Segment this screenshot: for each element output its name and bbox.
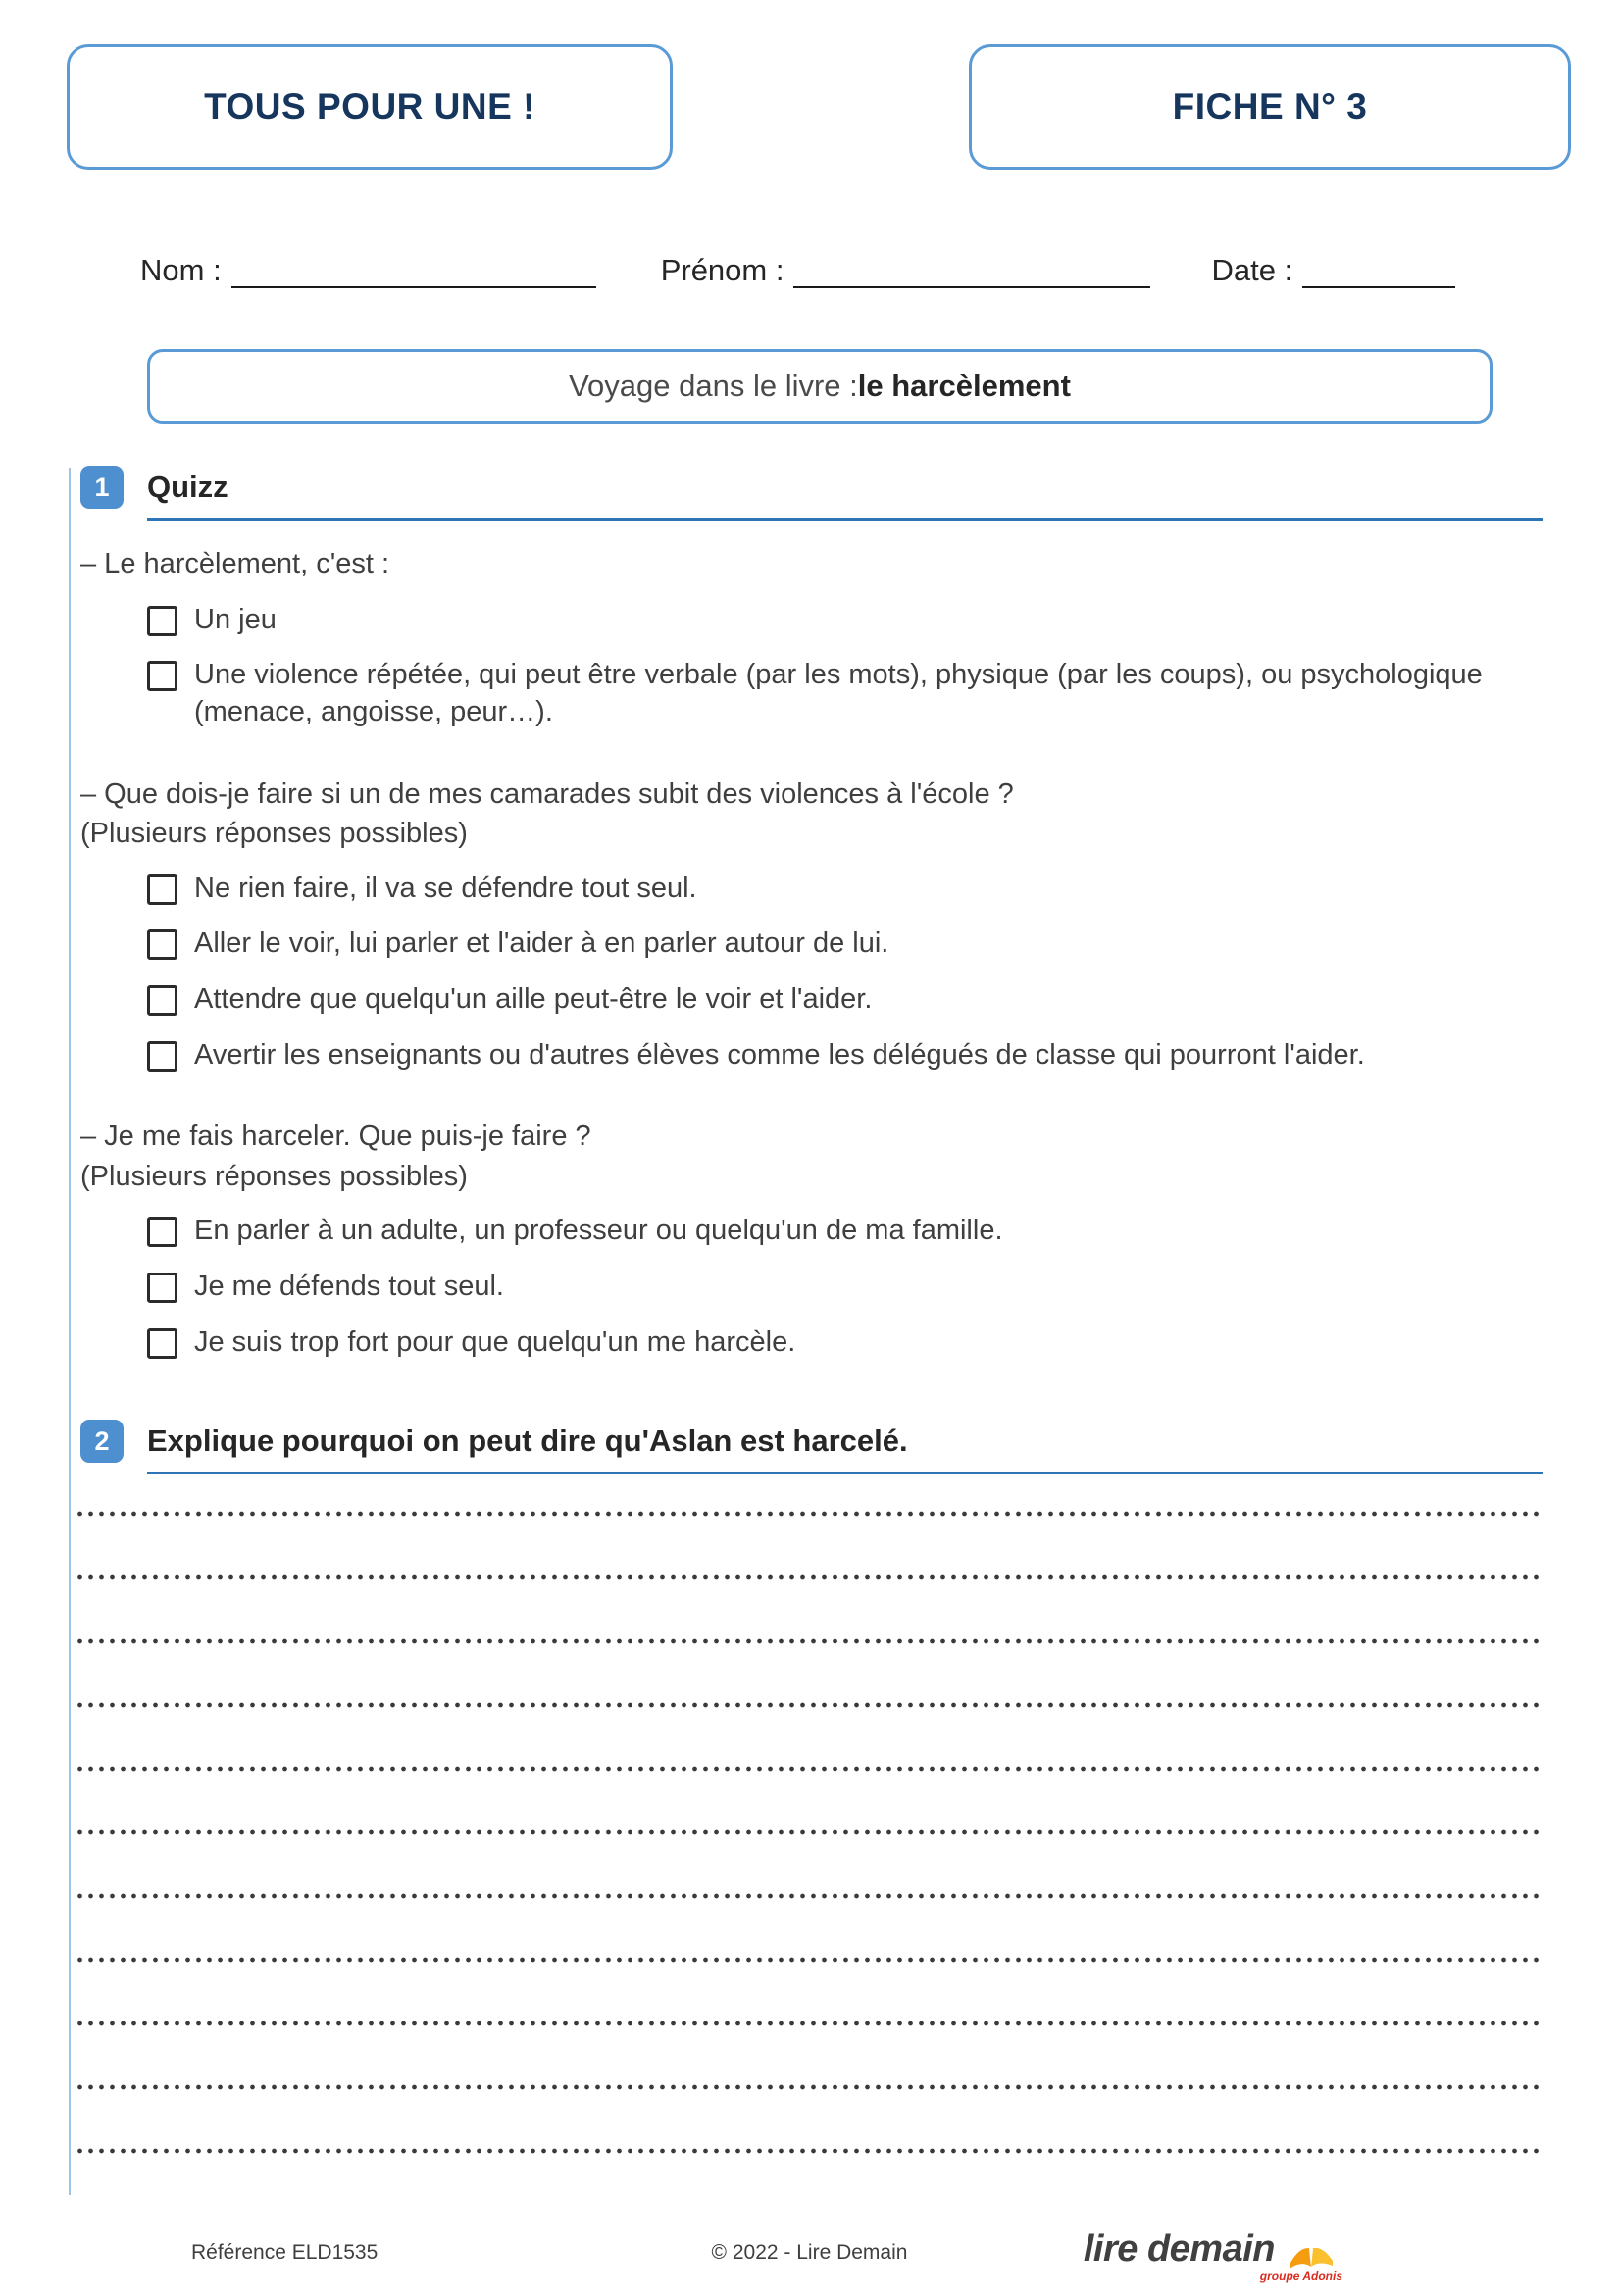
- section-1-heading: Quizz: [147, 470, 228, 504]
- answer-dotted-line: [75, 2147, 1543, 2155]
- answer-dotted-line: [75, 2020, 1543, 2027]
- name-field: [140, 251, 661, 288]
- option-checkbox[interactable]: [147, 661, 177, 691]
- open-book-icon: [1259, 2225, 1342, 2283]
- quiz-option-row: [147, 1324, 1543, 1362]
- answer-dotted-line: [75, 1892, 1543, 1900]
- book-title-highlight: le harcèlement: [857, 369, 1071, 403]
- answer-dotted-line: [75, 1956, 1543, 1964]
- reference-text: Référence ELD1535: [191, 2241, 379, 2264]
- answer-dotted-line: [75, 2083, 1543, 2091]
- quiz-option-row: [147, 657, 1543, 730]
- quiz-option-row: [147, 925, 1543, 963]
- publisher-logo: [1083, 2225, 1342, 2283]
- quiz-option-row: [147, 1269, 1543, 1306]
- left-guide-line: [69, 468, 71, 2195]
- copyright-text: © 2022 - Lire Demain: [711, 2241, 908, 2264]
- identity-row: [140, 251, 1455, 288]
- option-checkbox[interactable]: [147, 929, 177, 960]
- option-label: Je me défends tout seul.: [194, 1271, 504, 1303]
- name-label: Nom :: [140, 253, 222, 287]
- quiz-option-row: [147, 602, 1543, 639]
- section-2-rule: [147, 1472, 1543, 1474]
- option-label: Attendre que quelqu'un aille peut-être le voir et l'aider.: [194, 983, 873, 1016]
- sheet-number: FICHE N° 3: [1172, 86, 1368, 126]
- option-label: En parler à un adulte, un professeur ou quelqu'un de ma famille.: [194, 1215, 1003, 1247]
- option-checkbox[interactable]: [147, 1041, 177, 1072]
- question-note: (Plusieurs réponses possibles): [80, 1161, 468, 1193]
- question-note: (Plusieurs réponses possibles): [80, 818, 468, 850]
- answer-dotted-line: [75, 1510, 1543, 1518]
- section-1-badge: 1: [80, 466, 124, 509]
- sheet-number-box: [969, 44, 1571, 170]
- option-checkbox[interactable]: [147, 606, 177, 636]
- content-column: [80, 466, 1543, 2155]
- book-title-prefix: Voyage dans le livre :: [569, 369, 858, 403]
- quiz-option-row: [147, 981, 1543, 1019]
- section-2: [80, 1420, 1543, 2155]
- firstname-label: Prénom :: [660, 253, 784, 287]
- answer-dotted-line: [75, 1701, 1543, 1709]
- section-2-badge: 2: [80, 1420, 124, 1463]
- worksheet-title: TOUS POUR UNE !: [204, 86, 535, 126]
- quiz-option-row: [147, 1037, 1543, 1074]
- book-title-box: [147, 349, 1493, 424]
- option-label: Une violence répétée, qui peut être verbale (par les mots), physique (par les coups), ou psychologique (menace, angoisse, peur…).: [194, 659, 1483, 728]
- option-checkbox[interactable]: [147, 874, 177, 905]
- question-prompt: – Je me fais harceler. Que puis-je faire ?: [80, 1121, 591, 1153]
- publisher-group-text: groupe Adonis: [1259, 2270, 1342, 2283]
- answer-dotted-line: [75, 1637, 1543, 1645]
- date-label: Date :: [1211, 253, 1293, 287]
- option-checkbox[interactable]: [147, 1273, 177, 1303]
- quiz-question: [80, 1119, 1543, 1361]
- worksheet-title-box: [67, 44, 673, 170]
- option-checkbox[interactable]: [147, 1217, 177, 1247]
- option-label: Ne rien faire, il va se défendre tout seul.: [194, 872, 697, 904]
- quiz-option-row: [147, 1213, 1543, 1250]
- firstname-field: [661, 251, 1212, 288]
- question-prompt: – Que dois-je faire si un de mes camarades subit des violences à l'école ?: [80, 777, 1014, 810]
- option-checkbox[interactable]: [147, 1328, 177, 1359]
- answer-lines: [75, 1510, 1543, 2155]
- firstname-blank-line: [793, 251, 1150, 288]
- answer-dotted-line: [75, 1765, 1543, 1772]
- section-2-header: [80, 1420, 1543, 1463]
- page-footer: [0, 2223, 1619, 2296]
- section-1-header: [80, 466, 1543, 509]
- question-prompt: – Le harcèlement, c'est :: [80, 548, 390, 579]
- name-blank-line: [231, 251, 596, 288]
- answer-dotted-line: [75, 1573, 1543, 1581]
- quiz-question: [80, 546, 1543, 731]
- answer-dotted-line: [75, 1828, 1543, 1836]
- section-2-heading: Explique pourquoi on peut dire qu'Aslan est harcelé.: [147, 1423, 908, 1459]
- section-1-rule: [147, 518, 1543, 521]
- quiz-question: [80, 776, 1543, 1074]
- quiz-option-row: [147, 871, 1543, 908]
- option-checkbox[interactable]: [147, 985, 177, 1016]
- publisher-logo-text: lire demain: [1083, 2227, 1275, 2270]
- option-label: Aller le voir, lui parler et l'aider à en parler autour de lui.: [194, 927, 889, 960]
- option-label: Un jeu: [194, 603, 277, 635]
- date-blank-line: [1302, 251, 1455, 288]
- quiz-questions: [80, 546, 1543, 1361]
- date-field: [1211, 251, 1455, 288]
- option-label: Je suis trop fort pour que quelqu'un me harcèle.: [194, 1325, 796, 1358]
- option-label: Avertir les enseignants ou d'autres élèves comme les délégués de classe qui pourront l'aider.: [194, 1038, 1365, 1071]
